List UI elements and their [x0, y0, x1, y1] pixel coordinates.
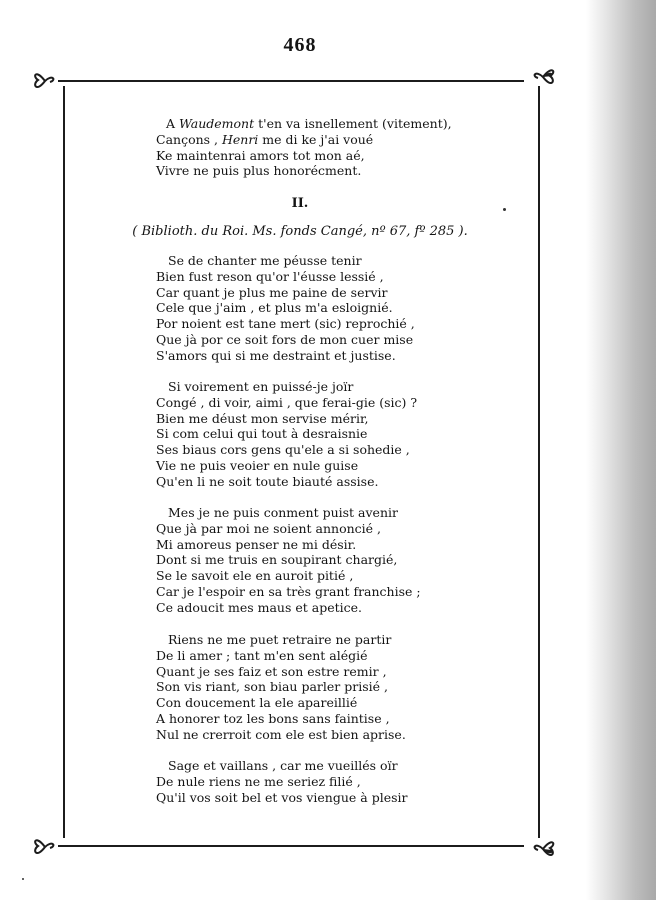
verse-line: Si voirement en puissé-je joïr — [168, 379, 354, 394]
verse-line: Nul ne crerroit com ele est bien aprise. — [156, 726, 406, 742]
verse-line: Ke maintenrai amors tot mon aé, — [156, 147, 365, 163]
verse-line: Riens ne me puet retraire ne partir — [168, 632, 392, 647]
verse-line: Mi amoreus penser ne mi désir. — [156, 536, 357, 552]
verse-line: Cançons , Henri me di ke j'ai voué — [156, 131, 374, 147]
stanza-intro — [156, 116, 452, 179]
verse-line: Quant je ses faiz et son estre remir , — [156, 663, 387, 679]
stanza — [156, 632, 406, 743]
verse-line: A Waudemont t'en va isnellement (vitement), — [166, 116, 452, 131]
verse-line: Que jà por ce soit fors de mon cuer mise — [156, 331, 414, 347]
verse-line: Si com celui qui tout à desraisnie — [156, 426, 368, 442]
verse-line: Por noient est tane mert (sic) reprochié , — [156, 316, 415, 332]
verse-line: Con doucement la ele apareillié — [156, 695, 358, 711]
verse-line: Ses biaus cors gens qu'ele a si sohedie , — [156, 442, 410, 458]
section-number: II. — [291, 196, 309, 211]
verse-line: Cele que j'aim , et plus m'a esloignié. — [156, 300, 393, 316]
verse-line: Bien fust reson qu'or l'éusse lessié , — [156, 268, 384, 284]
corner-ornament-icon — [528, 62, 558, 92]
verse-line: De li amer ; tant m'en sent alégié — [156, 647, 368, 663]
stanza — [156, 758, 408, 805]
proper-name: Henri — [221, 131, 259, 147]
verse-line: A honorer toz les bons sans faintise , — [156, 710, 390, 726]
source-citation: ( Biblioth. du Roi. Ms. fonds Cangé, nº 67, fº 285 ). — [132, 224, 468, 239]
stanza — [156, 253, 415, 364]
verse-line: Bien me déust mon servise mérir, — [156, 410, 369, 426]
verse-line: Que jà par moi ne soient annoncié , — [156, 520, 381, 536]
ink-speck — [22, 878, 24, 880]
corner-ornament-icon — [30, 832, 60, 862]
frame-bottom-rule — [58, 845, 524, 847]
verse-line: Qu'en li ne soit toute biauté assise. — [156, 473, 379, 489]
corner-ornament-icon — [30, 66, 60, 96]
verse-line: Ce adoucit mes maus et apetice. — [156, 599, 362, 615]
verse-line: Mes je ne puis conment puist avenir — [168, 505, 398, 520]
verse-line: Son vis riant, son biau parler prisié , — [156, 679, 388, 695]
page-number: 468 — [283, 34, 317, 56]
verse-line: De nule riens ne me seriez filié , — [156, 773, 361, 789]
verse-line: Car je l'espoir en sa très grant franchise ; — [156, 583, 421, 599]
verse-line: Qu'il vos soit bel et vos viengue à plesir — [156, 789, 408, 805]
verse-line: Congé , di voir, aimi , que ferai-gie (sic) ? — [156, 394, 418, 410]
verse-line: Vie ne puis veoier en nule guise — [156, 457, 359, 473]
verse-line: Se de chanter me péusse tenir — [168, 253, 362, 268]
proper-name: Waudemont — [179, 116, 255, 131]
verse-line: Sage et vaillans , car me vueillés oïr — [168, 758, 398, 773]
page-edge-shadow — [586, 0, 656, 900]
corner-ornament-icon — [528, 834, 558, 864]
frame-top-rule — [58, 80, 524, 82]
verse-line: Dont si me truis en soupirant chargié, — [156, 552, 398, 568]
verse-line: Car quant je plus me paine de servir — [156, 284, 388, 300]
verse-line: Se le savoit ele en auroit pitié , — [156, 568, 354, 584]
verse-line: S'amors qui si me destraint et justise. — [156, 347, 396, 363]
verse-line: Vivre ne puis plus honorécment. — [156, 163, 362, 179]
stanza — [156, 379, 417, 490]
stanza — [156, 505, 421, 616]
